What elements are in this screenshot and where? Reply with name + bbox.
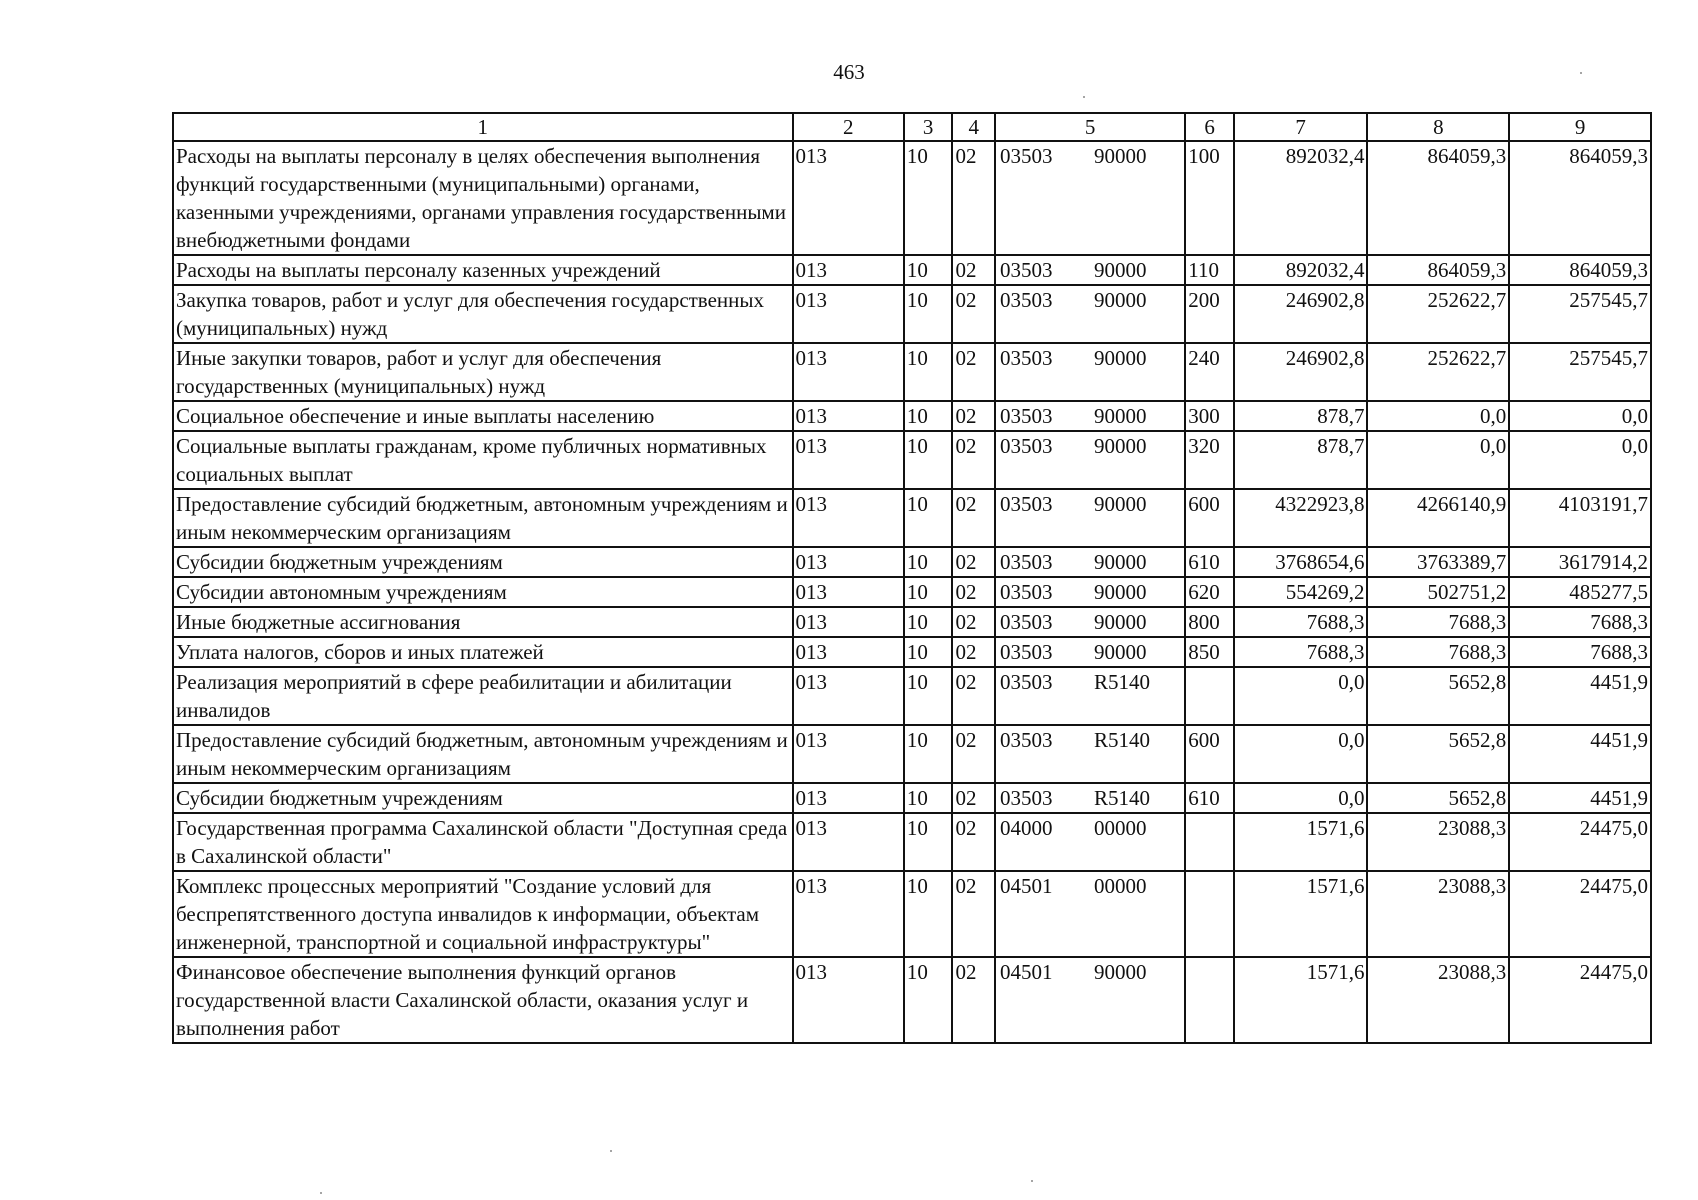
cell-subsection: 02 [952,141,995,255]
cell-expense-type: 320 [1185,431,1234,489]
cell-amount-col9: 4451,9 [1509,725,1651,783]
cell-ministry-code: 013 [793,431,904,489]
cell-program-code: 03503 [999,728,1053,752]
table-row [173,401,1651,431]
table-row [173,871,1651,957]
cell-ministry-code: 013 [793,489,904,547]
table-row [173,667,1651,725]
row-name: Комплекс процессных мероприятий "Создание условий для беспрепятственного доступа инвалидов к информации, объектам инженерной, транспортной и социальной инфраструктуры" [173,871,793,957]
cell-subsection: 02 [952,577,995,607]
cell-section: 10 [904,813,953,871]
cell-expense-type: 850 [1185,637,1234,667]
cell-direction-code: 90000 [1093,404,1147,428]
table-row [173,813,1651,871]
cell-subsection: 02 [952,957,995,1043]
cell-program-code: 04501 [999,960,1053,984]
header-col-4: 4 [952,113,995,141]
row-name: Субсидии бюджетным учреждениям [173,547,793,577]
cell-amount-col8: 252622,7 [1367,285,1509,343]
cell-expense-type [1185,667,1234,725]
table-row [173,607,1651,637]
cell-direction-code: R5140 [1093,670,1150,694]
cell-expense-type [1185,957,1234,1043]
row-name: Государственная программа Сахалинской области "Доступная среда в Сахалинской области" [173,813,793,871]
cell-amount-col9: 864059,3 [1509,255,1651,285]
cell-section: 10 [904,577,953,607]
cell-amount-col7: 878,7 [1234,431,1368,489]
cell-direction-code: 90000 [1093,346,1147,370]
cell-ministry-code: 013 [793,285,904,343]
cell-ministry-code: 013 [793,813,904,871]
cell-program-code: 03503 [999,288,1053,312]
cell-amount-col8: 3763389,7 [1367,547,1509,577]
cell-target-article [995,141,1185,255]
cell-direction-code: 90000 [1093,610,1147,634]
cell-amount-col9: 3617914,2 [1509,547,1651,577]
cell-ministry-code: 013 [793,667,904,725]
cell-ministry-code: 013 [793,957,904,1043]
table-row [173,285,1651,343]
cell-subsection: 02 [952,255,995,285]
cell-amount-col9: 7688,3 [1509,607,1651,637]
cell-subsection: 02 [952,637,995,667]
cell-direction-code: 90000 [1093,550,1147,574]
cell-subsection: 02 [952,813,995,871]
scan-speck [610,1150,612,1152]
cell-program-code: 03503 [999,258,1053,282]
cell-program-code: 03503 [999,670,1053,694]
cell-amount-col7: 554269,2 [1234,577,1368,607]
cell-expense-type: 240 [1185,343,1234,401]
table-row [173,577,1651,607]
cell-target-article [995,431,1185,489]
cell-subsection: 02 [952,725,995,783]
scan-speck [320,1192,322,1194]
cell-section: 10 [904,431,953,489]
scan-speck [1031,1180,1033,1182]
cell-amount-col9: 485277,5 [1509,577,1651,607]
cell-amount-col7: 7688,3 [1234,607,1368,637]
row-name: Социальное обеспечение и иные выплаты населению [173,401,793,431]
cell-target-article [995,489,1185,547]
cell-direction-code: 90000 [1093,492,1147,516]
cell-amount-col7: 7688,3 [1234,637,1368,667]
cell-direction-code: 90000 [1093,640,1147,664]
cell-section: 10 [904,141,953,255]
cell-amount-col7: 4322923,8 [1234,489,1368,547]
table-body [173,141,1651,1043]
cell-amount-col8: 7688,3 [1367,637,1509,667]
cell-amount-col9: 257545,7 [1509,343,1651,401]
table-row [173,637,1651,667]
cell-amount-col8: 5652,8 [1367,725,1509,783]
cell-target-article [995,725,1185,783]
header-col-5: 5 [995,113,1185,141]
cell-direction-code: R5140 [1093,728,1150,752]
cell-section: 10 [904,285,953,343]
row-name: Закупка товаров, работ и услуг для обеспечения государственных (муниципальных) нужд [173,285,793,343]
cell-expense-type: 200 [1185,285,1234,343]
cell-amount-col8: 5652,8 [1367,783,1509,813]
cell-direction-code: R5140 [1093,786,1150,810]
header-col-2: 2 [793,113,904,141]
cell-target-article [995,401,1185,431]
table-row [173,783,1651,813]
cell-amount-col7: 878,7 [1234,401,1368,431]
cell-amount-col7: 1571,6 [1234,813,1368,871]
cell-target-article [995,577,1185,607]
cell-subsection: 02 [952,401,995,431]
cell-ministry-code: 013 [793,255,904,285]
cell-program-code: 03503 [999,640,1053,664]
header-col-6: 6 [1185,113,1234,141]
cell-amount-col8: 864059,3 [1367,141,1509,255]
table-row [173,957,1651,1043]
cell-amount-col7: 1571,6 [1234,871,1368,957]
cell-section: 10 [904,401,953,431]
cell-subsection: 02 [952,607,995,637]
cell-section: 10 [904,725,953,783]
cell-section: 10 [904,871,953,957]
cell-amount-col8: 502751,2 [1367,577,1509,607]
cell-expense-type: 600 [1185,489,1234,547]
table-row [173,343,1651,401]
cell-expense-type [1185,813,1234,871]
header-col-7: 7 [1234,113,1368,141]
row-name: Расходы на выплаты персоналу в целях обеспечения выполнения функций государственными (муниципальными) органами, казенными учреждениями, органами управления государственными внебюджетными фондами [173,141,793,255]
cell-amount-col8: 252622,7 [1367,343,1509,401]
cell-ministry-code: 013 [793,871,904,957]
cell-section: 10 [904,343,953,401]
row-name: Субсидии бюджетным учреждениям [173,783,793,813]
table-row [173,725,1651,783]
cell-section: 10 [904,489,953,547]
cell-amount-col8: 0,0 [1367,431,1509,489]
cell-amount-col7: 0,0 [1234,725,1368,783]
cell-amount-col7: 246902,8 [1234,285,1368,343]
cell-program-code: 03503 [999,346,1053,370]
row-name: Расходы на выплаты персоналу казенных учреждений [173,255,793,285]
budget-table [172,112,1652,1044]
cell-section: 10 [904,783,953,813]
row-name: Уплата налогов, сборов и иных платежей [173,637,793,667]
cell-amount-col8: 0,0 [1367,401,1509,431]
scan-speck [1083,96,1085,98]
cell-direction-code: 00000 [1093,816,1147,840]
cell-section: 10 [904,667,953,725]
cell-subsection: 02 [952,431,995,489]
cell-subsection: 02 [952,547,995,577]
row-name: Социальные выплаты гражданам, кроме публичных нормативных социальных выплат [173,431,793,489]
header-col-3: 3 [904,113,953,141]
cell-section: 10 [904,255,953,285]
cell-amount-col7: 1571,6 [1234,957,1368,1043]
cell-direction-code: 90000 [1093,580,1147,604]
cell-direction-code: 90000 [1093,258,1147,282]
scan-speck [1580,72,1582,74]
cell-amount-col9: 257545,7 [1509,285,1651,343]
cell-expense-type: 110 [1185,255,1234,285]
cell-amount-col8: 864059,3 [1367,255,1509,285]
cell-expense-type: 610 [1185,547,1234,577]
row-name: Реализация мероприятий в сфере реабилитации и абилитации инвалидов [173,667,793,725]
cell-ministry-code: 013 [793,607,904,637]
cell-amount-col9: 24475,0 [1509,813,1651,871]
header-col-9: 9 [1509,113,1651,141]
cell-target-article [995,871,1185,957]
cell-amount-col8: 5652,8 [1367,667,1509,725]
cell-expense-type: 300 [1185,401,1234,431]
cell-ministry-code: 013 [793,783,904,813]
cell-program-code: 04000 [999,816,1053,840]
cell-amount-col8: 23088,3 [1367,957,1509,1043]
cell-ministry-code: 013 [793,401,904,431]
cell-section: 10 [904,547,953,577]
table-row [173,255,1651,285]
cell-expense-type: 100 [1185,141,1234,255]
cell-program-code: 03503 [999,144,1053,168]
cell-program-code: 03503 [999,550,1053,574]
cell-direction-code: 90000 [1093,434,1147,458]
cell-amount-col9: 0,0 [1509,431,1651,489]
row-name: Иные закупки товаров, работ и услуг для обеспечения государственных (муниципальных) нужд [173,343,793,401]
cell-expense-type: 620 [1185,577,1234,607]
cell-subsection: 02 [952,343,995,401]
cell-program-code: 03503 [999,580,1053,604]
cell-amount-col7: 892032,4 [1234,255,1368,285]
cell-amount-col9: 7688,3 [1509,637,1651,667]
cell-target-article [995,547,1185,577]
cell-amount-col9: 4103191,7 [1509,489,1651,547]
cell-subsection: 02 [952,871,995,957]
cell-section: 10 [904,957,953,1043]
cell-amount-col9: 864059,3 [1509,141,1651,255]
cell-target-article [995,637,1185,667]
row-name: Иные бюджетные ассигнования [173,607,793,637]
cell-amount-col8: 23088,3 [1367,871,1509,957]
table-row [173,489,1651,547]
header-row [173,113,1651,141]
cell-amount-col7: 3768654,6 [1234,547,1368,577]
table-row [173,431,1651,489]
cell-program-code: 03503 [999,434,1053,458]
cell-amount-col8: 23088,3 [1367,813,1509,871]
cell-subsection: 02 [952,783,995,813]
cell-target-article [995,285,1185,343]
cell-amount-col7: 0,0 [1234,783,1368,813]
cell-section: 10 [904,607,953,637]
cell-subsection: 02 [952,489,995,547]
cell-amount-col9: 4451,9 [1509,667,1651,725]
cell-amount-col8: 7688,3 [1367,607,1509,637]
header-col-1: 1 [173,113,793,141]
cell-ministry-code: 013 [793,547,904,577]
cell-section: 10 [904,637,953,667]
cell-target-article [995,343,1185,401]
cell-direction-code: 90000 [1093,288,1147,312]
cell-expense-type: 800 [1185,607,1234,637]
cell-program-code: 03503 [999,492,1053,516]
cell-ministry-code: 013 [793,343,904,401]
cell-direction-code: 90000 [1093,144,1147,168]
cell-target-article [995,783,1185,813]
table-row [173,547,1651,577]
cell-program-code: 03503 [999,786,1053,810]
cell-ministry-code: 013 [793,577,904,607]
cell-target-article [995,813,1185,871]
cell-amount-col9: 4451,9 [1509,783,1651,813]
cell-ministry-code: 013 [793,141,904,255]
cell-target-article [995,667,1185,725]
cell-amount-col7: 892032,4 [1234,141,1368,255]
cell-target-article [995,957,1185,1043]
cell-amount-col7: 246902,8 [1234,343,1368,401]
cell-subsection: 02 [952,667,995,725]
cell-expense-type [1185,871,1234,957]
cell-direction-code: 90000 [1093,960,1147,984]
cell-target-article [995,607,1185,637]
page-number: 463 [833,60,865,84]
cell-target-article [995,255,1185,285]
row-name: Предоставление субсидий бюджетным, автономным учреждениям и иным некоммерческим организациям [173,725,793,783]
cell-program-code: 03503 [999,610,1053,634]
cell-ministry-code: 013 [793,725,904,783]
cell-amount-col8: 4266140,9 [1367,489,1509,547]
cell-direction-code: 00000 [1093,874,1147,898]
row-name: Субсидии автономным учреждениям [173,577,793,607]
cell-amount-col9: 0,0 [1509,401,1651,431]
cell-amount-col9: 24475,0 [1509,871,1651,957]
cell-expense-type: 600 [1185,725,1234,783]
cell-expense-type: 610 [1185,783,1234,813]
row-name: Предоставление субсидий бюджетным, автономным учреждениям и иным некоммерческим организациям [173,489,793,547]
cell-subsection: 02 [952,285,995,343]
cell-amount-col9: 24475,0 [1509,957,1651,1043]
cell-amount-col7: 0,0 [1234,667,1368,725]
table-row [173,141,1651,255]
cell-program-code: 04501 [999,874,1053,898]
cell-ministry-code: 013 [793,637,904,667]
cell-program-code: 03503 [999,404,1053,428]
header-col-8: 8 [1367,113,1509,141]
row-name: Финансовое обеспечение выполнения функций органов государственной власти Сахалинской области, оказания услуг и выполнения работ [173,957,793,1043]
